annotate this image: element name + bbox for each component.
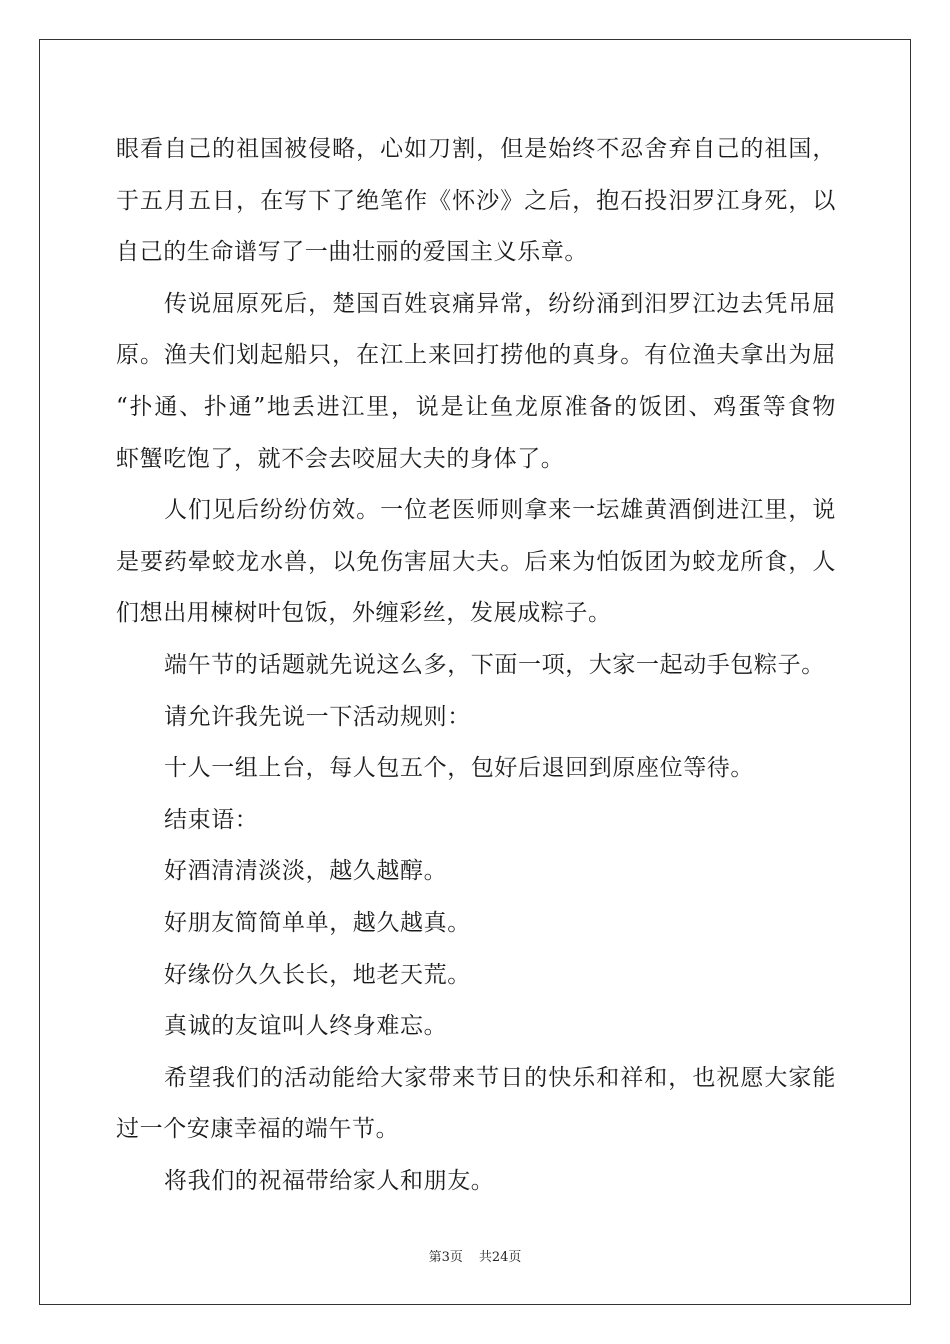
- document-body: [116, 124, 836, 1207]
- text-line: 原。渔夫们划起船只，在江上来回打捞他的真身。有位渔夫拿出为屈: [116, 342, 836, 369]
- text-line: 人们见后纷纷仿效。一位老医师则拿来一坛雄黄酒倒进江里，说: [164, 497, 836, 524]
- text-line: 好缘份久久长长，地老天荒。: [164, 961, 471, 988]
- text-line: 自己的生命谱写了一曲壮丽的爱国主义乐章。: [116, 239, 588, 266]
- text-line: 过一个安康幸福的端午节。: [116, 1116, 400, 1143]
- text-line: 请允许我先说一下活动规则：: [164, 703, 471, 730]
- text-line: 将我们的祝福带给家人和朋友。: [164, 1167, 495, 1194]
- text-line: 虾蟹吃饱了，就不会去咬屈大夫的身体了。: [116, 445, 565, 472]
- text-line: 结束语：: [164, 806, 259, 833]
- current-page-label: 第3页: [428, 1250, 463, 1265]
- text-line: 是要药晕蛟龙水兽，以免伤害屈大夫。后来为怕饭团为蛟龙所食，人: [116, 548, 836, 575]
- text-line: 真诚的友谊叫人终身难忘。: [164, 1013, 448, 1040]
- text-line: 眼看自己的祖国被侵略，心如刀割，但是始终不忍舍弃自己的祖国，: [116, 136, 836, 162]
- text-line: 好朋友简简单单，越久越真。: [164, 909, 471, 936]
- text-line: 端午节的话题就先说这么多，下面一项，大家一起动手包粽子。: [164, 651, 825, 678]
- text-line: 希望我们的活动能给大家带来节日的快乐和祥和，也祝愿大家能: [164, 1064, 836, 1091]
- page-footer: [0, 1246, 950, 1265]
- text-line: “扑通、扑通”地丢进江里，说是让鱼龙原准备的饭团、鸡蛋等食物: [116, 393, 836, 420]
- text-line: 传说屈原死后，楚国百姓哀痛异常，纷纷涌到汨罗江边去凭吊屈: [164, 290, 836, 317]
- text-line: 们想出用楝树叶包饭，外缠彩丝，发展成粽子。: [116, 600, 612, 627]
- total-pages-label: 共24页: [478, 1250, 522, 1265]
- text-line: 于五月五日，在写下了绝笔作《怀沙》之后，抱石投汨罗江身死，以: [116, 187, 836, 214]
- text-line: 十人一组上台，每人包五个，包好后退回到原座位等待。: [164, 755, 754, 782]
- text-line: 好酒清清淡淡，越久越醇。: [164, 858, 448, 885]
